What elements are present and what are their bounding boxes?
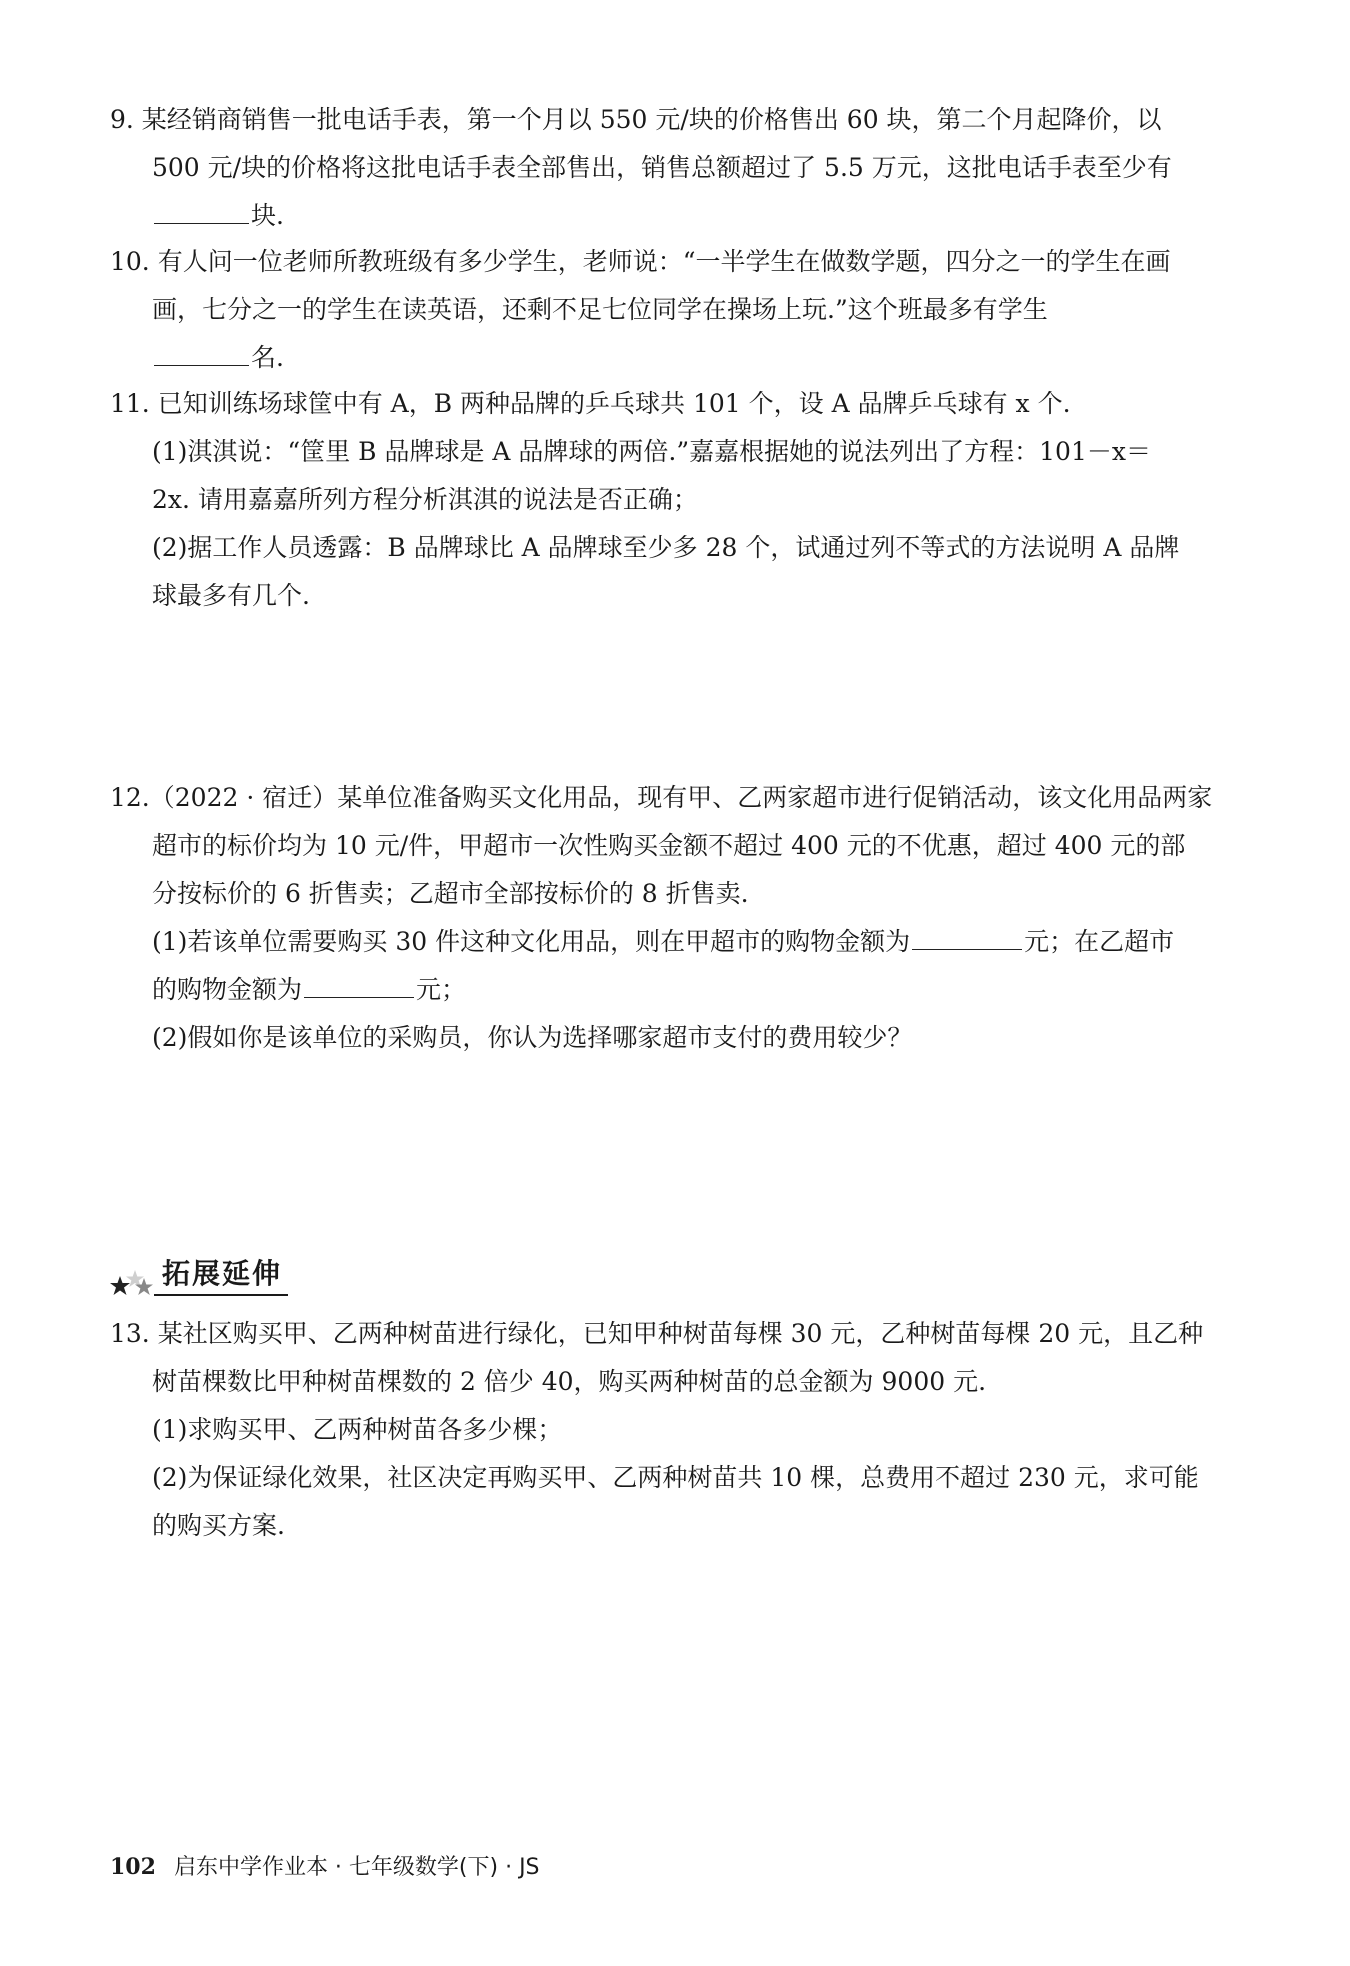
q13-part-2-line-2: 的购买方案. (152, 1511, 285, 1540)
q11-part-1-line-2: 2x. 请用嘉嘉所列方程分析淇淇的说法是否正确； (152, 485, 698, 514)
q12-part-1-line-1: (1)若该单位需要购买 30 件这种文化用品，则在甲超市的购物金额为 元；在乙超市 (110, 918, 1260, 966)
q10-line-2: 画，七分之一的学生在读英语，还剩不足七位同学在操场上玩.”这个班最多有学生 (152, 295, 1048, 324)
q11-part-1-line-1: (1)淇淇说：“筐里 B 品牌球是 A 品牌球的两倍.”嘉嘉根据她的说法列出了方程：101－x＝ (152, 437, 1151, 466)
q9-line-3: 块. (110, 192, 1260, 240)
q9-line-2: 500 元/块的价格将这批电话手表全部售出，销售总额超过了 5.5 万元，这批电话手表至少有 (152, 153, 1172, 182)
q13-part-1: (1)求购买甲、乙两种树苗各多少棵； (152, 1415, 563, 1444)
q12-line-1: 12.（2022 · 宿迁）某单位准备购买文化用品，现有甲、乙两家超市进行促销活动，该文化用品两家 (110, 783, 1213, 812)
answer-blank[interactable] (304, 967, 414, 998)
q11-part-2-line-1: (2)据工作人员透露：B 品牌球比 A 品牌球至少多 28 个，试通过列不等式的方法说明 A 品牌 (152, 533, 1180, 562)
section-heading (110, 1252, 288, 1296)
book-title: 启东中学作业本 · 七年级数学(下) · JS (173, 1855, 540, 1880)
page-footer (110, 1850, 540, 1881)
q11-stem: 11. 已知训练场球筐中有 A，B 两种品牌的乒乓球共 101 个，设 A 品牌乒乓球有 x 个. (110, 389, 1071, 418)
q10-line-1: 10. 有人问一位老师所教班级有多少学生，老师说：“一半学生在做数学题，四分之一的学生在画 (110, 247, 1171, 276)
question-12 (110, 774, 1260, 1062)
page-number: 102 (110, 1854, 156, 1880)
q12-part-1-line-2: 的购物金额为 元； (110, 966, 1260, 1014)
q13-line-2: 树苗棵数比甲种树苗棵数的 2 倍少 40，购买两种树苗的总金额为 9000 元. (152, 1367, 987, 1396)
answer-blank[interactable] (154, 193, 249, 224)
q12-part-2: (2)假如你是该单位的采购员，你认为选择哪家超市支付的费用较少？ (152, 1023, 913, 1052)
answer-blank[interactable] (154, 335, 249, 366)
q13-line-1: 13. 某社区购买甲、乙两种树苗进行绿化，已知甲种树苗每棵 30 元，乙种树苗每棵 20 元，且乙种 (110, 1319, 1204, 1348)
q9-line-1: 9. 某经销商销售一批电话手表，第一个月以 550 元/块的价格售出 60 块，第二个月起降价，以 (110, 105, 1162, 134)
question-9 (110, 96, 1260, 240)
q10-line-3: 名. (110, 334, 1260, 382)
q12-line-3: 分按标价的 6 折售卖；乙超市全部按标价的 8 折售卖. (152, 879, 749, 908)
question-11 (110, 380, 1260, 620)
q13-part-2-line-1: (2)为保证绿化效果，社区决定再购买甲、乙两种树苗共 10 棵，总费用不超过 230 元，求可能 (152, 1463, 1199, 1492)
stars-icon (110, 1266, 154, 1296)
section-title: 拓展延伸 (154, 1252, 288, 1296)
question-10 (110, 238, 1260, 382)
q12-line-2: 超市的标价均为 10 元/件，甲超市一次性购买金额不超过 400 元的不优惠，超过 400 元的部 (152, 831, 1186, 860)
answer-blank[interactable] (912, 919, 1022, 950)
q11-part-2-line-2: 球最多有几个. (152, 581, 310, 610)
question-13 (110, 1310, 1260, 1550)
